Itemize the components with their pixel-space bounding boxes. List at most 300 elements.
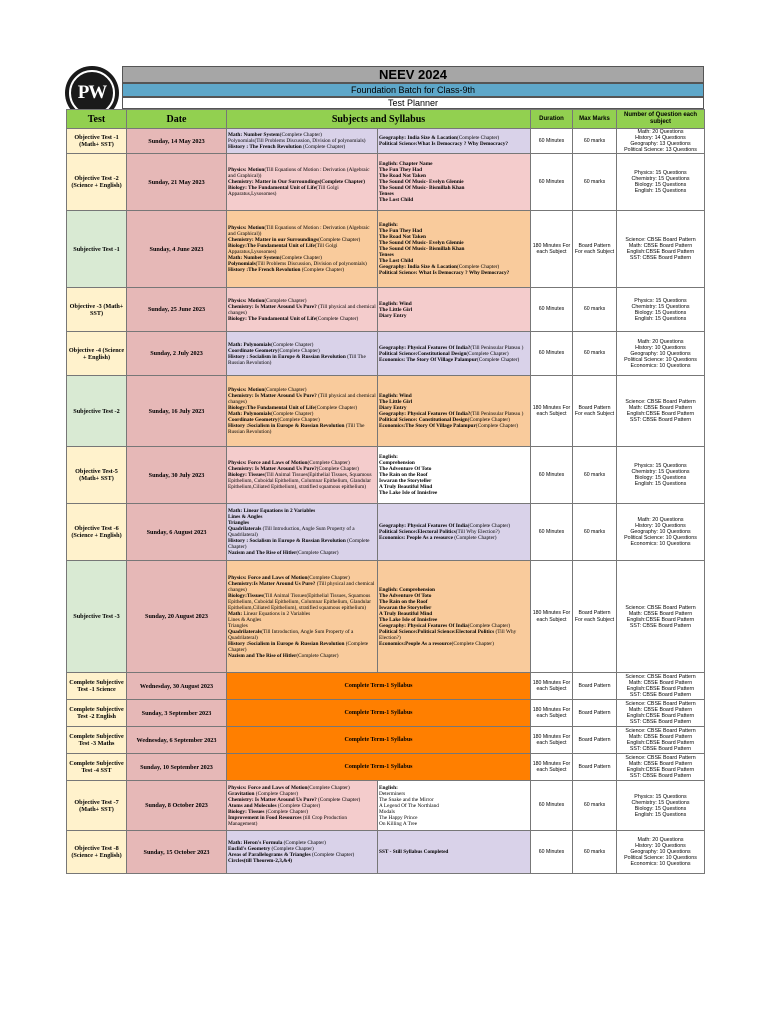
table-row (67, 831, 705, 874)
syllabus-line (228, 185, 376, 197)
questions-cell (617, 700, 705, 727)
header-max-marks: Max Marks (573, 110, 617, 129)
syllabus-detail: (Complete Chapter) (282, 840, 326, 846)
syllabus-detail: (Complete Chapter) (467, 417, 510, 423)
syllabus-topic: Geography: Physical Features Of India? (379, 411, 471, 417)
syllabus-line (379, 490, 529, 496)
question-line: Political Science: 13 Questions (624, 147, 697, 153)
questions-cell (617, 504, 705, 561)
question-line: SST: CBSE Board Pattern (629, 417, 692, 423)
syllabus-detail: (Till Equations of Motion : Derivation (Algebraic and Graphical)) (228, 225, 370, 237)
question-line: SST: CBSE Board Pattern (629, 622, 692, 629)
syllabus-topic: Coordinate Geometry (228, 347, 278, 354)
test-date: Sunday, 15 October 2023 (127, 831, 227, 874)
test-name: Objective Test -2 (Science + English) (67, 154, 127, 211)
max-marks: 60 marks (573, 154, 617, 211)
syllabus-topic: Comprehension (379, 460, 415, 466)
syllabus-topic: Geography: Physical Features Of India (379, 523, 468, 529)
syllabus-detail: (Complete Chapter) (467, 622, 510, 629)
test-date: Sunday, 8 October 2023 (127, 781, 227, 831)
max-marks: 60 marks (573, 781, 617, 831)
syllabus-cell (378, 129, 531, 154)
question-line: SST: CBSE Board Pattern (629, 746, 692, 752)
max-marks: Board Pattern (573, 727, 617, 754)
syllabus-topic: English: (379, 784, 398, 791)
table-row (67, 504, 705, 561)
syllabus-detail: (Complete Chapter) (466, 350, 509, 357)
syllabus-topic: The Adventure Of Toto (379, 592, 432, 599)
syllabus-topic: Biology:The Fundamental Unit of Life (228, 243, 315, 249)
syllabus-line (228, 423, 376, 435)
syllabus-detail: The Snake and the Mirror (379, 796, 434, 803)
syllabus-span: Complete Term-1 Syllabus (227, 727, 531, 754)
syllabus-topic: English: (379, 222, 398, 228)
syllabus-cell (378, 211, 531, 288)
syllabus-detail: (Complete Chapter) (279, 255, 322, 261)
question-line: History: 14 Questions (635, 135, 686, 141)
syllabus-cell (227, 504, 378, 561)
syllabus-topic: History :Socialism in Europe & Russian Revolution (228, 423, 345, 429)
syllabus-topic: Chemistry: Matter in Our Surroundings(Complete Chapter) (228, 179, 365, 185)
syllabus-detail: (Complete Chapter) (477, 356, 520, 363)
syllabus-topic: Improvement in Food Resources (228, 814, 302, 821)
syllabus-line (379, 629, 529, 641)
syllabus-topic: Biology: The Fundamental Unit of Life (228, 185, 317, 191)
table-row (67, 154, 705, 211)
syllabus-line (228, 393, 376, 405)
duration: 180 Minutes For each Subject (531, 211, 573, 288)
test-name: Complete Subjective Test -2 English (67, 700, 127, 727)
syllabus-topic: Math: (228, 610, 244, 617)
syllabus-detail: (Till physical and chemical changes) (228, 580, 375, 593)
question-line: Math: 20 Questions (637, 837, 684, 843)
syllabus-detail: Determiners (379, 790, 406, 797)
syllabus-line (228, 641, 376, 653)
syllabus-cell (378, 781, 531, 831)
syllabus-span: Complete Term-1 Syllabus (227, 673, 531, 700)
syllabus-detail: (Till Why Election?) (379, 628, 517, 641)
duration: 180 Minutes For each Subject (531, 754, 573, 781)
syllabus-detail: (Till Introduction, Angle Sum Property of a Quadrilateral) (228, 526, 355, 538)
syllabus-line (379, 357, 529, 363)
question-line: English:CBSE Board Pattern (626, 616, 695, 623)
syllabus-topic: Physics: Motion (228, 297, 265, 304)
question-line: English:CBSE Board Pattern (626, 686, 695, 692)
syllabus-topic: English: Wind (379, 300, 412, 307)
syllabus-topic: Economics:People As a resource (379, 640, 452, 647)
syllabus-detail: (Till Peninsular Plateau ) (470, 411, 524, 417)
syllabus-line (228, 267, 376, 273)
syllabus-detail: The Happy Prince (379, 814, 418, 821)
syllabus-line (228, 550, 376, 556)
syllabus-topic: A Truly Beautiful Mind (379, 610, 433, 617)
test-date: Sunday, 25 June 2023 (127, 288, 227, 332)
question-line: Math: CBSE Board Pattern (628, 680, 693, 686)
syllabus-topic: Atoms and Molecules (228, 802, 277, 809)
test-name: Complete Subjective Test -4 SST (67, 754, 127, 781)
syllabus-topic: A Truly Beautiful Mind (379, 484, 433, 490)
duration: 60 Minutes (531, 831, 573, 874)
question-line: English:CBSE Board Pattern (626, 767, 695, 773)
questions-cell (617, 781, 705, 831)
syllabus-topic: Quadrilaterals (228, 526, 262, 532)
syllabus-cell (378, 831, 531, 874)
syllabus-topic: The Road Not Taken (379, 234, 426, 240)
syllabus-detail: (Complete Chapter) (300, 267, 344, 273)
syllabus-topic: Political Science: What Is Democracy ? Why Democracy? (379, 270, 510, 276)
syllabus-detail: Linear Equations in 2 Variables (243, 610, 311, 617)
syllabus-topic: Chemistry: Is Matter Around Us Pure? (228, 303, 317, 310)
max-marks: 60 marks (573, 129, 617, 154)
syllabus-topic: Economics: People As a resource (379, 535, 453, 541)
syllabus-topic: Math: Linear Equations in 2 Variables (228, 508, 316, 514)
test-name: Objective Test -1 (Math+ SST) (67, 129, 127, 154)
question-line: Science: CBSE Board Pattern (625, 399, 696, 405)
test-name: Subjective Test -1 (67, 211, 127, 288)
syllabus-topic: Nazism and The Rise of Hitler (228, 550, 297, 556)
syllabus-topic: Political Science:What Is Democracy ? Why Democracy? (379, 141, 509, 147)
syllabus-detail: (Complete Chapter) (456, 264, 500, 270)
questions-cell (617, 673, 705, 700)
syllabus-cell (227, 154, 378, 211)
syllabus-topic: SST - Still Syllabus Completed (379, 849, 449, 855)
syllabus-detail: (Till Animal Tissues(Epithelial Tissues, Squamous Epithelium, Cuboidal Epithelium, Columnar Epithelium, Glandular Epithelium,Ciliated Epithelium), stratified squamous epithelium) (228, 472, 372, 490)
syllabus-detail: (Till Animal Tissues(Epithelial Tissues, Squamous Epithelium, Cuboidal Epithelium, Columnar Epithelium, Glandular Epithelium,Ciliated Epithelium), stratified squamous epithelium) (228, 592, 371, 611)
test-date: Sunday, 14 May 2023 (127, 129, 227, 154)
test-date: Sunday, 16 July 2023 (127, 376, 227, 447)
max-marks: 60 marks (573, 447, 617, 504)
syllabus-detail: (Complete Chapter) (228, 640, 369, 653)
question-line: SST: CBSE Board Pattern (629, 255, 692, 261)
syllabus-topic: The Sound Of Music- Bismillah Khan (379, 246, 465, 252)
syllabus-topic: Math: Polynomials (228, 411, 272, 417)
syllabus-topic: English: Chapter Name (379, 161, 433, 167)
header-questions: Number of Question each subject (617, 110, 705, 129)
table-row (67, 781, 705, 831)
question-line: Biology: 15 Questions (634, 475, 687, 481)
syllabus-topic: The Rain on the Roof (379, 598, 428, 605)
table-row (67, 561, 705, 673)
syllabus-topic: Euclid's Geometry (228, 846, 271, 852)
questions-cell (617, 332, 705, 376)
syllabus-topic: History : Socialism in Europe & Russian Revolution (228, 353, 346, 360)
questions-cell (617, 211, 705, 288)
header-date: Date (127, 110, 227, 129)
syllabus-line (228, 526, 376, 538)
syllabus-cell (378, 332, 531, 376)
syllabus-detail: (Complete Chapter) (316, 796, 361, 803)
syllabus-detail: Polynomials(Till Problems Discussion, Division of polynomials) (228, 138, 366, 144)
question-line: English: 15 Questions (634, 811, 687, 818)
header-planner: Test Planner (122, 97, 704, 109)
duration: 180 Minutes For each Subject (531, 700, 573, 727)
syllabus-line (228, 472, 376, 490)
question-line: Math: 20 Questions (637, 517, 684, 523)
syllabus-detail: (Till physical and chemical changes) (228, 393, 376, 405)
question-line: Physics: 15 Questions (634, 463, 687, 469)
questions-cell (617, 376, 705, 447)
question-line: Math: CBSE Board Pattern (628, 610, 693, 617)
max-marks: Board Pattern For each Subject (573, 211, 617, 288)
syllabus-topic: Physics: Force and Laws of Motion (228, 784, 308, 791)
duration: 60 Minutes (531, 332, 573, 376)
syllabus-topic: History : Socialism in Europe & Russian Revolution (228, 538, 346, 544)
syllabus-detail: (Complete Chapter) (301, 144, 346, 150)
syllabus-topic: Tenses (379, 191, 394, 197)
syllabus-detail: On Killing A Tree (379, 820, 418, 827)
max-marks: 60 marks (573, 332, 617, 376)
syllabus-detail: (Complete Chapter) (296, 652, 339, 659)
header-test: Test (67, 110, 127, 129)
test-name: Subjective Test -2 (67, 376, 127, 447)
syllabus-detail: (Complete Chapter) (307, 784, 350, 791)
duration: 180 Minutes For each Subject (531, 376, 573, 447)
syllabus-topic: Chemistry:Is Matter Around Us Pure? (228, 580, 316, 587)
syllabus-topic: Physics: Force and Laws of Motion (228, 460, 308, 466)
syllabus-detail: (Complete Chapter) (277, 417, 320, 423)
test-name: Objective Test -7 (Math+ SST) (67, 781, 127, 831)
table-row (67, 376, 705, 447)
test-name: Subjective Test -3 (67, 561, 127, 673)
syllabus-line (228, 653, 376, 659)
question-line: Political Science: 10 Questions (624, 356, 697, 363)
test-name: Complete Subjective Test -1 Science (67, 673, 127, 700)
syllabus-topic: Biology: Tissues (228, 472, 265, 478)
syllabus-line (379, 270, 529, 276)
syllabus-line (228, 304, 376, 316)
question-line: English: 15 Questions (634, 315, 687, 322)
question-line: Economics: 10 Questions (630, 362, 691, 369)
syllabus-topic: Biology:The Fundamental Unit of Life (228, 405, 315, 411)
syllabus-line (379, 197, 529, 203)
duration: 60 Minutes (531, 504, 573, 561)
question-line: Physics: 15 Questions (634, 297, 687, 304)
question-line: Math: CBSE Board Pattern (628, 761, 693, 767)
table-row (67, 332, 705, 376)
header-subjects: Subjects and Syllabus (227, 110, 531, 129)
header-title: NEEV 2024 (122, 66, 704, 83)
question-line: Math: CBSE Board Pattern (628, 243, 693, 249)
syllabus-topic: Physics: Force and Laws of Motion (228, 574, 308, 581)
syllabus-topic: Chemistry: Is Matter Around Us Pure? (228, 796, 317, 803)
test-date: Wednesday, 30 August 2023 (127, 673, 227, 700)
syllabus-topic: Lines & Angles (228, 514, 263, 520)
max-marks: 60 marks (573, 288, 617, 332)
syllabus-topic: Polynomials (228, 261, 256, 267)
question-line: Physics: 15 Questions (634, 170, 687, 176)
syllabus-detail: (Till Introduction, Angle Sum Property of a Quadrilateral) (228, 628, 354, 641)
syllabus-detail: (Complete Chapter) (277, 347, 320, 354)
syllabus-topic: Diary Entry (379, 312, 407, 319)
test-date: Sunday, 6 August 2023 (127, 504, 227, 561)
syllabus-topic: The Little Girl (379, 306, 413, 313)
syllabus-detail: (Complete Chapter) (318, 237, 361, 243)
syllabus-cell (227, 211, 378, 288)
test-name: Objective Test-5 (Math+ SST) (67, 447, 127, 504)
question-line: History: 10 Questions (635, 523, 686, 529)
syllabus-topic: Areas of Parallelograms & Triangles (228, 852, 311, 858)
question-line: History: 10 Questions (635, 344, 686, 351)
syllabus-detail: (Complete Chapter) (276, 802, 321, 809)
syllabus-cell (378, 447, 531, 504)
test-date: Sunday, 21 May 2023 (127, 154, 227, 211)
question-line: Chemistry: 15 Questions (631, 303, 690, 310)
table-row (67, 447, 705, 504)
syllabus-topic: Physics: Motion (228, 225, 265, 231)
question-line: Math: 20 Questions (637, 129, 684, 135)
question-line: English:CBSE Board Pattern (626, 411, 695, 417)
test-date: Sunday, 20 August 2023 (127, 561, 227, 673)
question-line: Biology: 15 Questions (634, 309, 687, 316)
syllabus-detail: (Till Problems Discussion, Division of polynomials) (255, 261, 367, 267)
syllabus-detail: (Complete Chapter) (475, 423, 519, 429)
syllabus-topic: History :Socialism in Europe & Russian Revolution (228, 640, 345, 647)
duration: 180 Minutes For each Subject (531, 673, 573, 700)
test-name: Objective -3 (Math+ SST) (67, 288, 127, 332)
syllabus-cell (227, 288, 378, 332)
syllabus-topic: The Road Not Taken (379, 173, 426, 179)
syllabus-topic: The Sound Of Music- Evelyn Glennie (379, 240, 464, 246)
test-name: Complete Subjective Test -3 Maths (67, 727, 127, 754)
syllabus-detail: (till Crop Production Management) (228, 814, 347, 827)
syllabus-cell (227, 129, 378, 154)
test-name: Objective -4 (Science + English) (67, 332, 127, 376)
syllabus-line (228, 354, 376, 366)
test-name: Objective Test -6 (Science + English) (67, 504, 127, 561)
syllabus-detail: A Legend Of The Northland (379, 802, 439, 809)
syllabus-topic: English: (379, 454, 398, 460)
syllabus-topic: Chemistry: Is Matter Around Us Pure? (228, 393, 317, 399)
syllabus-detail: (Complete Chapter) (254, 790, 299, 797)
syllabus-cell (227, 376, 378, 447)
syllabus-line (228, 225, 376, 237)
table-row (67, 754, 705, 781)
syllabus-detail: (Complete Chapter) (314, 405, 358, 411)
syllabus-detail: (Complete Chapter) (279, 132, 322, 138)
question-line: Geography: 10 Questions (630, 350, 691, 357)
test-planner-table (66, 109, 705, 874)
syllabus-topic: Nazism and The Rise of Hitler (228, 652, 297, 659)
question-line: Math: 20 Questions (637, 338, 684, 345)
syllabus-detail: (Complete Chapter) (451, 640, 494, 647)
syllabus-topic: Geography: India Size & Location (379, 135, 457, 141)
syllabus-detail: Modals (379, 808, 395, 815)
question-line: Geography: 10 Questions (630, 529, 691, 535)
question-line: Geography: 10 Questions (630, 849, 691, 855)
syllabus-detail: (Complete Chapter) (452, 535, 497, 541)
syllabus-detail: (Complete Chapter) (316, 315, 359, 322)
questions-cell (617, 154, 705, 211)
syllabus-cell (378, 376, 531, 447)
syllabus-line (228, 581, 376, 593)
syllabus-topic: History : The French Revolution (228, 144, 302, 150)
syllabus-detail: (Till Equations of Motion : Derivation (Algebraic and Graphical)) (228, 167, 370, 179)
question-line: Biology: 15 Questions (634, 805, 687, 812)
question-line: English: 15 Questions (634, 188, 687, 194)
syllabus-detail: (Complete Chapter) (316, 466, 359, 472)
syllabus-topic: Geography: Physical Features Of India? (379, 344, 471, 351)
syllabus-detail: (Complete Chapter) (264, 387, 307, 393)
syllabus-topic: Physics: Motion (228, 167, 265, 173)
syllabus-topic: Chemistry: Is Matter Around Us Pure? (228, 466, 317, 472)
syllabus-detail: (Complete Chapter) (271, 341, 314, 348)
syllabus-detail: (Till Peninsular Plateau ) (470, 344, 524, 351)
syllabus-topic: Physics: Motion (228, 387, 265, 393)
duration: 60 Minutes (531, 781, 573, 831)
question-line: Geography: 13 Questions (630, 141, 691, 147)
syllabus-topic: History :The French Revolution (228, 267, 301, 273)
syllabus-topic: English: Wind (379, 393, 412, 399)
syllabus-cell (227, 447, 378, 504)
duration: 60 Minutes (531, 288, 573, 332)
question-line: Science: CBSE Board Pattern (625, 701, 696, 707)
syllabus-topic: Gravitation (228, 790, 255, 797)
syllabus-line (228, 815, 376, 827)
syllabus-line (379, 821, 529, 827)
syllabus-detail: (Till Why Election?) (455, 529, 500, 535)
syllabus-topic: The Rain on the Roof (379, 472, 428, 478)
syllabus-topic: Political Science: Constitutional Design (379, 417, 468, 423)
syllabus-topic: Math: Number System (228, 255, 280, 261)
question-line: Chemistry: 15 Questions (631, 176, 690, 182)
syllabus-line (379, 535, 529, 541)
question-line: Biology: 15 Questions (634, 182, 687, 188)
syllabus-topic: Political Science:Electoral Politics (379, 529, 456, 535)
table-row (67, 129, 705, 154)
question-line: Physics: 15 Questions (634, 793, 687, 800)
syllabus-topic: Math: Polynomials (228, 341, 272, 348)
table-row (67, 673, 705, 700)
syllabus-detail: (Till physical and chemical changes) (228, 303, 376, 316)
syllabus-topic: Triangles (228, 520, 250, 526)
syllabus-topic: The Lake Isle of Innisfree (379, 616, 438, 623)
syllabus-detail: (Complete Chapter) (271, 411, 314, 417)
questions-cell (617, 754, 705, 781)
duration: 180 Minutes For each Subject (531, 561, 573, 673)
test-date: Sunday, 2 July 2023 (127, 332, 227, 376)
syllabus-line (379, 423, 529, 429)
syllabus-topic: The Little Girl (379, 399, 413, 405)
question-line: Science: CBSE Board Pattern (625, 728, 696, 734)
syllabus-cell (378, 288, 531, 332)
question-line: Chemistry: 15 Questions (631, 799, 690, 806)
syllabus-topic: Math: Heron's Formula (228, 840, 283, 846)
duration: 60 Minutes (531, 129, 573, 154)
syllabus-topic: Political Science:Political Science:Electoral Politics (379, 628, 495, 635)
syllabus-line (228, 316, 376, 322)
syllabus-span: Complete Term-1 Syllabus (227, 754, 531, 781)
syllabus-detail: (Complete Chapter) (264, 297, 307, 304)
syllabus-detail: Triangles (228, 622, 248, 629)
syllabus-cell (378, 504, 531, 561)
syllabus-line (228, 243, 376, 255)
question-line: Political Science: 10 Questions (624, 535, 697, 541)
syllabus-line (228, 144, 376, 150)
question-line: Math: CBSE Board Pattern (628, 707, 693, 713)
syllabus-detail: (Complete Chapter) (296, 550, 339, 556)
syllabus-span: Complete Term-1 Syllabus (227, 700, 531, 727)
syllabus-topic: The Fun They Had (379, 167, 423, 173)
syllabus-topic: The Sound Of Music- Bismillah Khan (379, 185, 465, 191)
syllabus-detail: (Complete Chapter) (264, 808, 308, 815)
syllabus-detail: (Complete Chapter) (307, 460, 350, 466)
syllabus-detail: (Complete Chapter) (228, 538, 370, 550)
table-row (67, 727, 705, 754)
question-line: Science: CBSE Board Pattern (625, 604, 696, 611)
syllabus-line (228, 858, 376, 864)
question-line: Science: CBSE Board Pattern (625, 755, 696, 761)
max-marks: Board Pattern For each Subject (573, 561, 617, 673)
